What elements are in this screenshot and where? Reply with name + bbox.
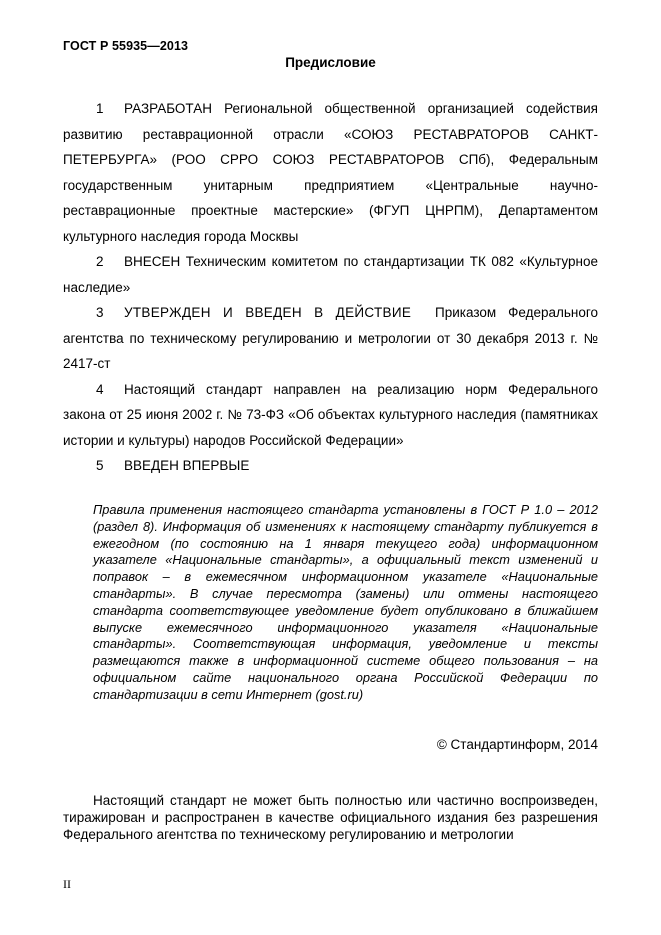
foreword-item-4 [63, 377, 598, 454]
item-text: Приказом Федерального агентства по техническому регулированию и метрологии от 30 декабря 2013 г. № 2417-ст [63, 305, 598, 371]
item-text: РАЗРАБОТАН Региональной общественной организацией содействия развитию реставрационной отрасли «СОЮЗ РЕСТАВРАТОРОВ САНКТ-ПЕТЕРБУРГА» (РОО СРРО СОЮЗ РЕСТАВРАТОРОВ СПб), Федеральным государственным унитарным предприятием «Центральные научно-реставрационные проектные мастерские» (ФГУП ЦНРПМ), Департаментом культурного наследия города Москвы [63, 101, 598, 244]
page-number: II [63, 877, 71, 891]
item-number: 1 [96, 101, 104, 116]
foreword-item-2 [63, 249, 598, 300]
item-number: 4 [96, 381, 104, 397]
foreword-title: Предисловие [285, 55, 376, 70]
foreword-item-1 [63, 96, 598, 249]
foreword-item-5 [63, 453, 598, 479]
item-text: Настоящий стандарт направлен на реализацию норм Федерального закона от 25 июня 2002 г. № 73-ФЗ «Об объектах культурного наследия (памятниках истории и культуры) народов Российской Федерации» [63, 381, 598, 448]
standard-application-rules-note: Правила применения настоящего стандарта установлены в ГОСТ Р 1.0 – 2012 (раздел 8). Информация об изменениях к настоящему стандарту публикуется в ежегодном (по состоянию на 1 января текущего года) информационном указателе «Национальные стандарты», а официальный текст изменений и поправок – в ежемесячном информационном указателе «Национальные стандарты». В случае пересмотра (замены) или отмены настоящего стандарта соответствующее уведомление будет опубликовано в ближайшем выпуске ежемесячного информационного указателя «Национальные стандарты». Соответствующая информация, уведомление и тексты размещаются также в информационной системе общего пользования – на официальном сайте национального органа Российской Федерации по стандартизации в сети Интернет (gost.ru) [93, 502, 598, 702]
item-text: ВНЕСЕН Техническим комитетом по стандартизации ТК 082 «Культурное наследие» [63, 254, 598, 295]
item-number: 3 [96, 305, 104, 320]
reproduction-restriction-notice: Настоящий стандарт не может быть полностью или частично воспроизведен, тиражирован и распространен в качестве официального издания без разрешения Федерального агентства по техническому регулированию и метрологии [63, 793, 598, 842]
foreword-item-3 [63, 300, 598, 377]
item-number: 2 [96, 254, 104, 269]
item-text: ВВЕДЕН ВПЕРВЫЕ [124, 458, 250, 473]
copyright-notice: © Стандартинформ, 2014 [436, 737, 598, 752]
foreword-items [63, 96, 598, 479]
item-number: 5 [96, 458, 104, 473]
standard-code-header: ГОСТ Р 55935—2013 [63, 39, 189, 53]
item-lead: УТВЕРЖДЕН И ВВЕДЕН В ДЕЙСТВИЕ [124, 305, 412, 320]
